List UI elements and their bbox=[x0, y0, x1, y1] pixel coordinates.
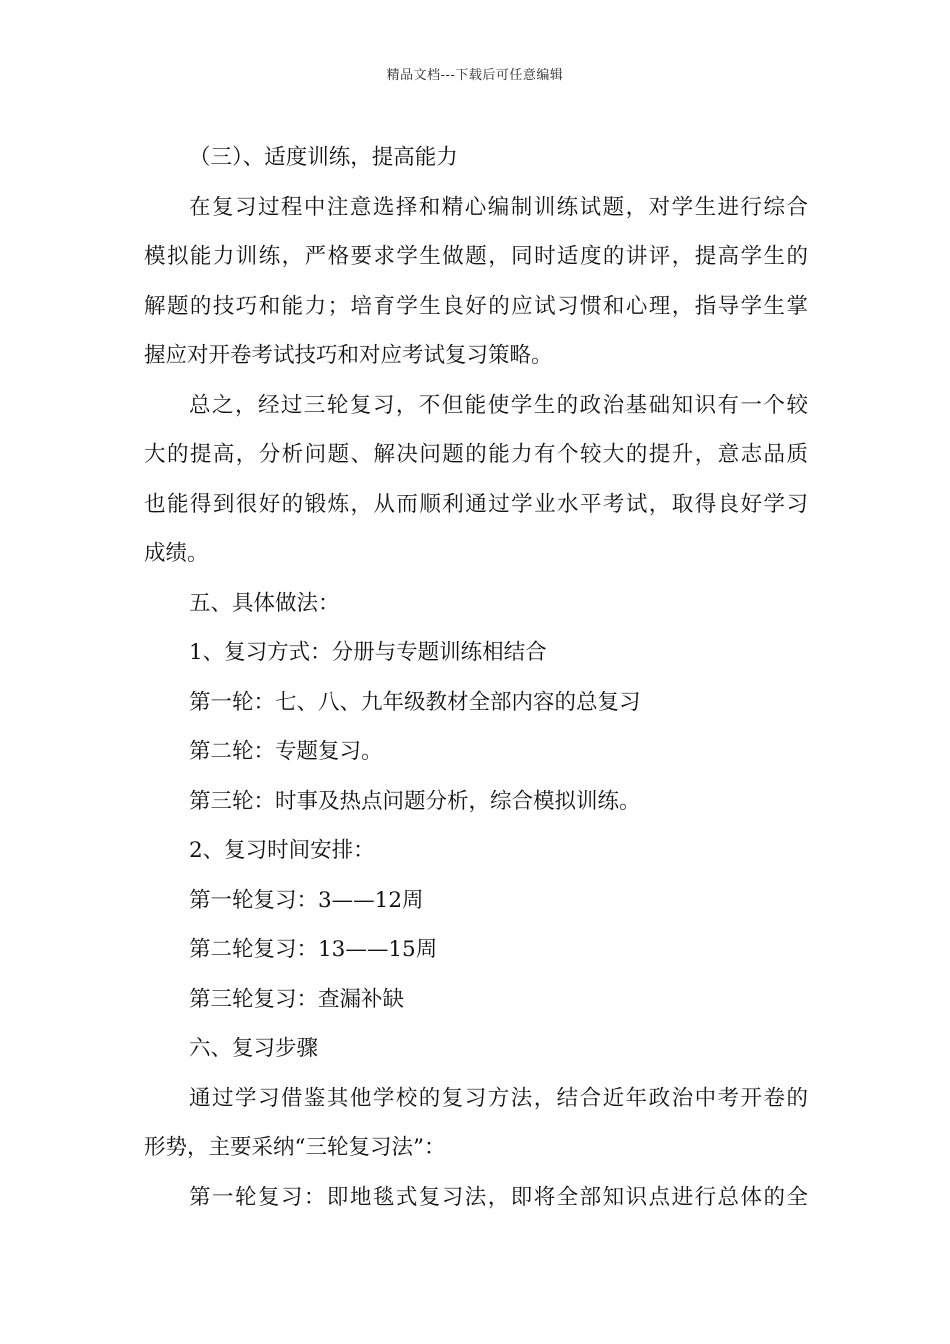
text-line: 1、复习方式：分册与专题训练相结合 bbox=[189, 640, 547, 665]
text-line: 第一轮复习：3——12周 bbox=[189, 887, 424, 913]
text-line: 通过学习借鉴其他学校的复习方法，结合近年政治中考开卷的 bbox=[189, 1085, 808, 1111]
text-line: 模拟能力训练，严格要求学生做题，同时适度的讲评，提高学生的 bbox=[144, 244, 808, 269]
text-line: 形势，主要采纳“三轮复习法”： bbox=[144, 1135, 446, 1160]
text-line: 第一轮：七、八、九年级教材全部内容的总复习 bbox=[189, 689, 641, 715]
text-line: 在复习过程中注意选择和精心编制训练试题，对学生进行综合 bbox=[189, 194, 808, 220]
text-line: 六、复习步骤 bbox=[189, 1036, 319, 1061]
text-line: 第二轮：专题复习。 bbox=[189, 739, 383, 764]
text-line: 第二轮复习：13——15周 bbox=[189, 937, 438, 962]
text-line: 总之，经过三轮复习，不但能使学生的政治基础知识有一个较 bbox=[189, 392, 808, 418]
text-line: 第三轮复习：查漏补缺 bbox=[189, 986, 405, 1012]
text-line: 也能得到很好的锻炼，从而顺利通过学业水平考试，取得良好学习 bbox=[144, 491, 808, 517]
text-line: 五、具体做法： bbox=[189, 590, 340, 616]
text-line: 成绩。 bbox=[144, 541, 209, 566]
text-line: 第三轮：时事及热点问题分析，综合模拟训练。 bbox=[189, 788, 641, 814]
text-line: （三）、适度训练，提高能力 bbox=[189, 145, 458, 170]
text-line: 大的提高，分析问题、解决问题的能力有个较大的提升，意志品质 bbox=[144, 442, 808, 467]
text-line: 握应对开卷考试技巧和对应考试复习策略。 bbox=[144, 343, 553, 368]
text-line: 第一轮复习：即地毯式复习法，即将全部知识点进行总体的全 bbox=[189, 1184, 808, 1210]
text-line: 2、复习时间安排： bbox=[189, 838, 375, 863]
page-header: 精品文档---下载后可任意编辑 bbox=[386, 68, 564, 83]
document-body bbox=[144, 133, 808, 1222]
text-line: 解题的技巧和能力；培育学生良好的应试习惯和心理，指导学生掌 bbox=[144, 293, 808, 319]
